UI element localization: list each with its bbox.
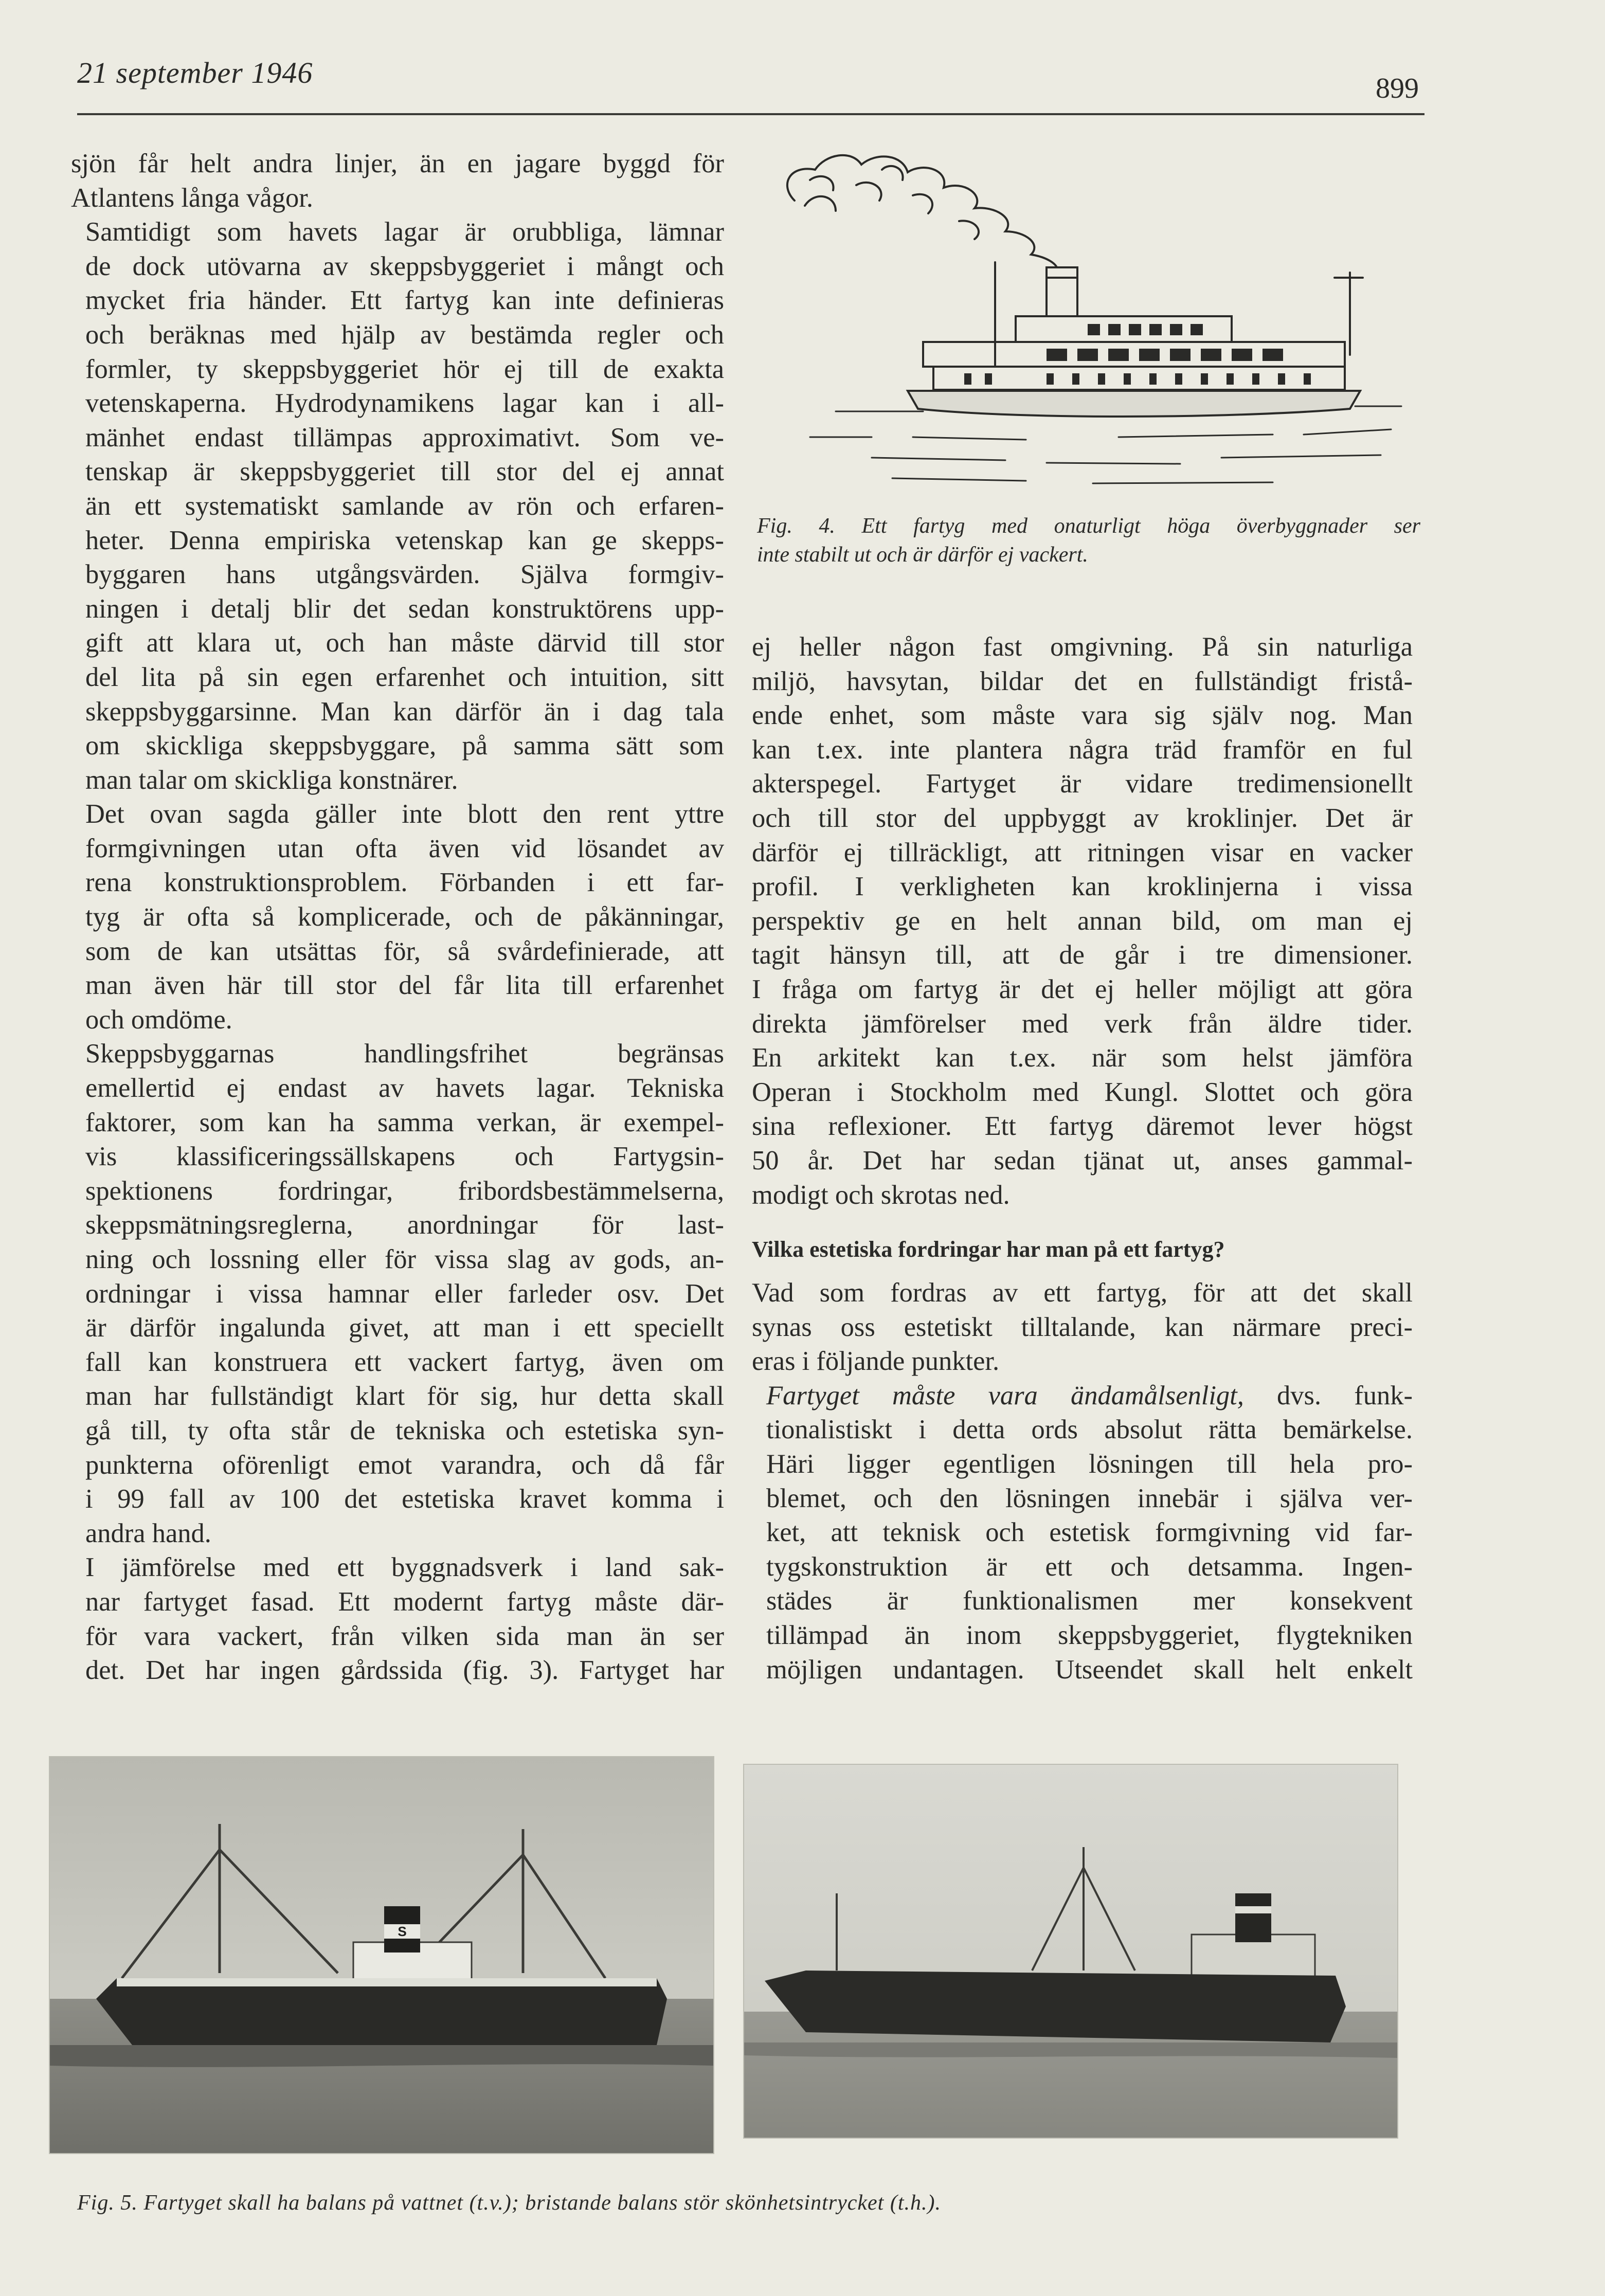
text-line: Häri ligger egentligen lösningen till hela pro- bbox=[766, 1449, 1413, 1479]
text-line: kan t.ex. inte plantera några träd framför en ful bbox=[752, 734, 1413, 765]
text-line: mycket fria händer. Ett fartyg kan inte definieras bbox=[85, 285, 724, 316]
text-line: punkterna oförenligt emot varandra, och då får bbox=[85, 1450, 724, 1480]
left-column bbox=[71, 147, 724, 1688]
text-line: de dock utövarna av skeppsbyggeriet i mångt och bbox=[85, 251, 724, 281]
text-line: vis klassificeringssällskapens och Fartygsin- bbox=[85, 1142, 724, 1172]
text-line: gå till, ty ofta står de tekniska och estetiska syn- bbox=[85, 1415, 724, 1445]
section-subheading: Vilka estetiska fordringar har man på ett fartyg? bbox=[752, 1237, 1225, 1262]
figure-5-right-photo bbox=[743, 1764, 1398, 2139]
text-line: det. Det har ingen gårdssida (fig. 3). Fartyget har bbox=[85, 1655, 724, 1686]
text-line: och till stor del uppbyggt av kroklinjer. Det är bbox=[752, 803, 1413, 833]
emphasis-text: Fartyget måste vara ändamålsenligt, bbox=[766, 1380, 1244, 1411]
text-line: tionalistiskt i detta ords absolut rätta bemärkelse. bbox=[766, 1415, 1413, 1445]
text-line: tagit hänsyn till, att de går i tre dimensioner. bbox=[752, 940, 1413, 970]
text-line: Skeppsbyggarnas handlingsfrihet begränsas bbox=[85, 1039, 724, 1069]
text-line: som de kan utsättas för, så svårdefinierade, att bbox=[85, 936, 724, 966]
paragraph bbox=[71, 215, 724, 797]
text-line: rena konstruktionsproblem. Förbanden i ett far- bbox=[85, 867, 724, 898]
figure-5-left-photo bbox=[49, 1756, 714, 2154]
paragraph bbox=[752, 630, 1413, 1212]
text-line: tenskap är skeppsbyggeriet till stor del ej annat bbox=[85, 457, 724, 487]
text-line: är därför ingalunda givet, att man i ett speciellt bbox=[85, 1313, 724, 1343]
text-line: formgivningen utan ofta även vid lösandet av bbox=[85, 833, 724, 863]
text-line: man talar om skickliga konstnärer. bbox=[85, 765, 458, 795]
text-line: Samtidigt som havets lagar är orubbliga, lämnar bbox=[85, 217, 724, 247]
text-line: mänhet endast tillämpas approximativt. Som ve- bbox=[85, 422, 724, 453]
text-line: man även här till stor del får lita till erfarenhet bbox=[85, 970, 724, 1001]
paragraph bbox=[71, 1550, 724, 1687]
text-line: akterspegel. Fartyget är vidare tredimensionellt bbox=[752, 769, 1413, 799]
text-line: skeppsmätningsreglerna, anordningar för last- bbox=[85, 1210, 724, 1240]
text-line: ning och lossning eller för vissa slag av gods, an- bbox=[85, 1244, 724, 1274]
text-line: ende enhet, som måste vara sig själv nog. Man bbox=[752, 700, 1413, 731]
text-line: tillämpad än inom skeppsbyggeriet, flygtekniken bbox=[766, 1620, 1413, 1651]
caption-line: Fig. 4. Ett fartyg med onaturligt höga överbyggnader ser bbox=[757, 514, 1420, 538]
right-column bbox=[752, 630, 1413, 1687]
paragraph bbox=[71, 147, 724, 215]
text-line: städes är funktionalismen mer konsekvent bbox=[766, 1586, 1413, 1616]
text-line: blemet, och den lösningen innebär i själva ver- bbox=[766, 1483, 1413, 1513]
text-line: sjön får helt andra linjer, än en jagare byggd för bbox=[71, 149, 724, 178]
text-line: och beräknas med hjälp av bestämda regler och bbox=[85, 319, 724, 350]
text-line: modigt och skrotas ned. bbox=[752, 1180, 1010, 1210]
text-line: En arkitekt kan t.ex. när som helst jämföra bbox=[752, 1043, 1413, 1073]
text-line: profil. I verkligheten kan kroklinjerna i vissa bbox=[752, 872, 1413, 902]
figure-4-caption bbox=[757, 512, 1420, 569]
text-line: möjligen undantagen. Utseendet skall helt enkelt bbox=[766, 1654, 1413, 1685]
text-line: och omdöme. bbox=[85, 1004, 232, 1035]
unbalanced-cargo-ship-photo bbox=[744, 1765, 1397, 2138]
text-line bbox=[752, 1379, 1413, 1413]
steamer-illustration bbox=[759, 149, 1417, 499]
text-line: man har fullständigt klart för sig, hur detta skall bbox=[85, 1381, 724, 1412]
balanced-cargo-ship-photo bbox=[50, 1757, 713, 2153]
text-line: tygskonstruktion är ett och detsamma. Ingen- bbox=[766, 1551, 1413, 1582]
text-line: Atlantens långa vågor. bbox=[71, 183, 313, 213]
text-line: ej heller någon fast omgivning. På sin naturliga bbox=[752, 632, 1413, 662]
text-line: i 99 fall av 100 det estetiska kravet komma i bbox=[85, 1484, 724, 1514]
text-line: gift att klara ut, och han måste därvid till stor bbox=[85, 628, 724, 658]
text-line: formler, ty skeppsbyggeriet hör ej till de exakta bbox=[85, 354, 724, 384]
text-line: tyg är ofta så komplicerade, och de påkänningar, bbox=[85, 902, 724, 932]
text-line: spektionens fordringar, fribordsbestämmelserna, bbox=[85, 1176, 724, 1206]
paragraph bbox=[752, 1276, 1413, 1379]
funnel-letter: S bbox=[398, 1924, 407, 1939]
text-line: miljö, havsytan, bildar det en fullständigt fristå- bbox=[752, 666, 1413, 696]
text-line: sina reflexioner. Ett fartyg däremot lever högst bbox=[752, 1111, 1413, 1142]
text-line: eras i följande punkter. bbox=[752, 1346, 1000, 1377]
figure-4-drawing bbox=[759, 149, 1417, 499]
paragraph bbox=[71, 1037, 724, 1550]
text-line: nar fartyget fasad. Ett modernt fartyg måste där- bbox=[85, 1586, 724, 1617]
text-line: synas oss estetiskt tilltalande, kan närmare preci- bbox=[752, 1312, 1413, 1342]
page-number: 899 bbox=[1376, 73, 1419, 104]
text-line: direkta jämförelser med verk från äldre tider. bbox=[752, 1008, 1413, 1039]
text-line: vetenskaperna. Hydrodynamikens lagar kan i all- bbox=[85, 388, 724, 419]
text-line: ningen i detalj blir det sedan konstruktörens upp- bbox=[85, 593, 724, 624]
figure-5-caption: Fig. 5. Fartyget skall ha balans på vattnet (t.v.); bristande balans stör skönhetsintrycket (t.h.). bbox=[77, 2191, 941, 2215]
text-line: andra hand. bbox=[85, 1518, 211, 1548]
text-line: Operan i Stockholm med Kungl. Slottet och göra bbox=[752, 1077, 1413, 1107]
text-line: I fråga om fartyg är det ej heller möjligt att göra bbox=[752, 974, 1413, 1004]
header-date: 21 september 1946 bbox=[77, 56, 313, 89]
text-fragment: dvs. funk- bbox=[1243, 1380, 1413, 1411]
text-line: Vad som fordras av ett fartyg, för att det skall bbox=[752, 1278, 1413, 1308]
header-rule bbox=[77, 113, 1424, 115]
text-line: ket, att teknisk och estetisk formgivning vid far- bbox=[766, 1517, 1413, 1548]
text-line: faktorer, som kan ha samma verkan, är exempel- bbox=[85, 1107, 724, 1137]
text-line: om skickliga skeppsbyggare, på samma sätt som bbox=[85, 731, 724, 761]
text-line: ordningar i vissa hamnar eller farleder osv. Det bbox=[85, 1278, 724, 1309]
text-line: därför ej tillräckligt, att ritningen visar en vacker bbox=[752, 837, 1413, 867]
text-line: skeppsbyggarsinne. Man kan därför än i dag tala bbox=[85, 696, 724, 727]
paragraph bbox=[71, 797, 724, 1037]
text-line: emellertid ej endast av havets lagar. Tekniska bbox=[85, 1073, 724, 1104]
text-line: heter. Denna empiriska vetenskap kan ge skepps- bbox=[85, 525, 724, 555]
text-line: byggaren hans utgångsvärden. Själva formgiv- bbox=[85, 559, 724, 590]
caption-line: inte stabilt ut och är därför ej vackert. bbox=[757, 543, 1088, 567]
text-line: Det ovan sagda gäller inte blott den rent yttre bbox=[85, 799, 724, 829]
paragraph bbox=[752, 1379, 1413, 1687]
text-line: fall kan konstruera ett vackert fartyg, även om bbox=[85, 1347, 724, 1377]
text-line: än ett systematiskt samlande av rön och erfaren- bbox=[85, 491, 724, 521]
text-line: för vara vackert, från vilken sida man än ser bbox=[85, 1621, 724, 1651]
text-line: I jämförelse med ett byggnadsverk i land sak- bbox=[85, 1552, 724, 1583]
text-line: del lita på sin egen erfarenhet och intuition, sitt bbox=[85, 662, 724, 692]
text-line: perspektiv ge en helt annan bild, om man ej bbox=[752, 906, 1413, 936]
text-line: 50 år. Det har sedan tjänat ut, anses gammal- bbox=[752, 1145, 1413, 1176]
